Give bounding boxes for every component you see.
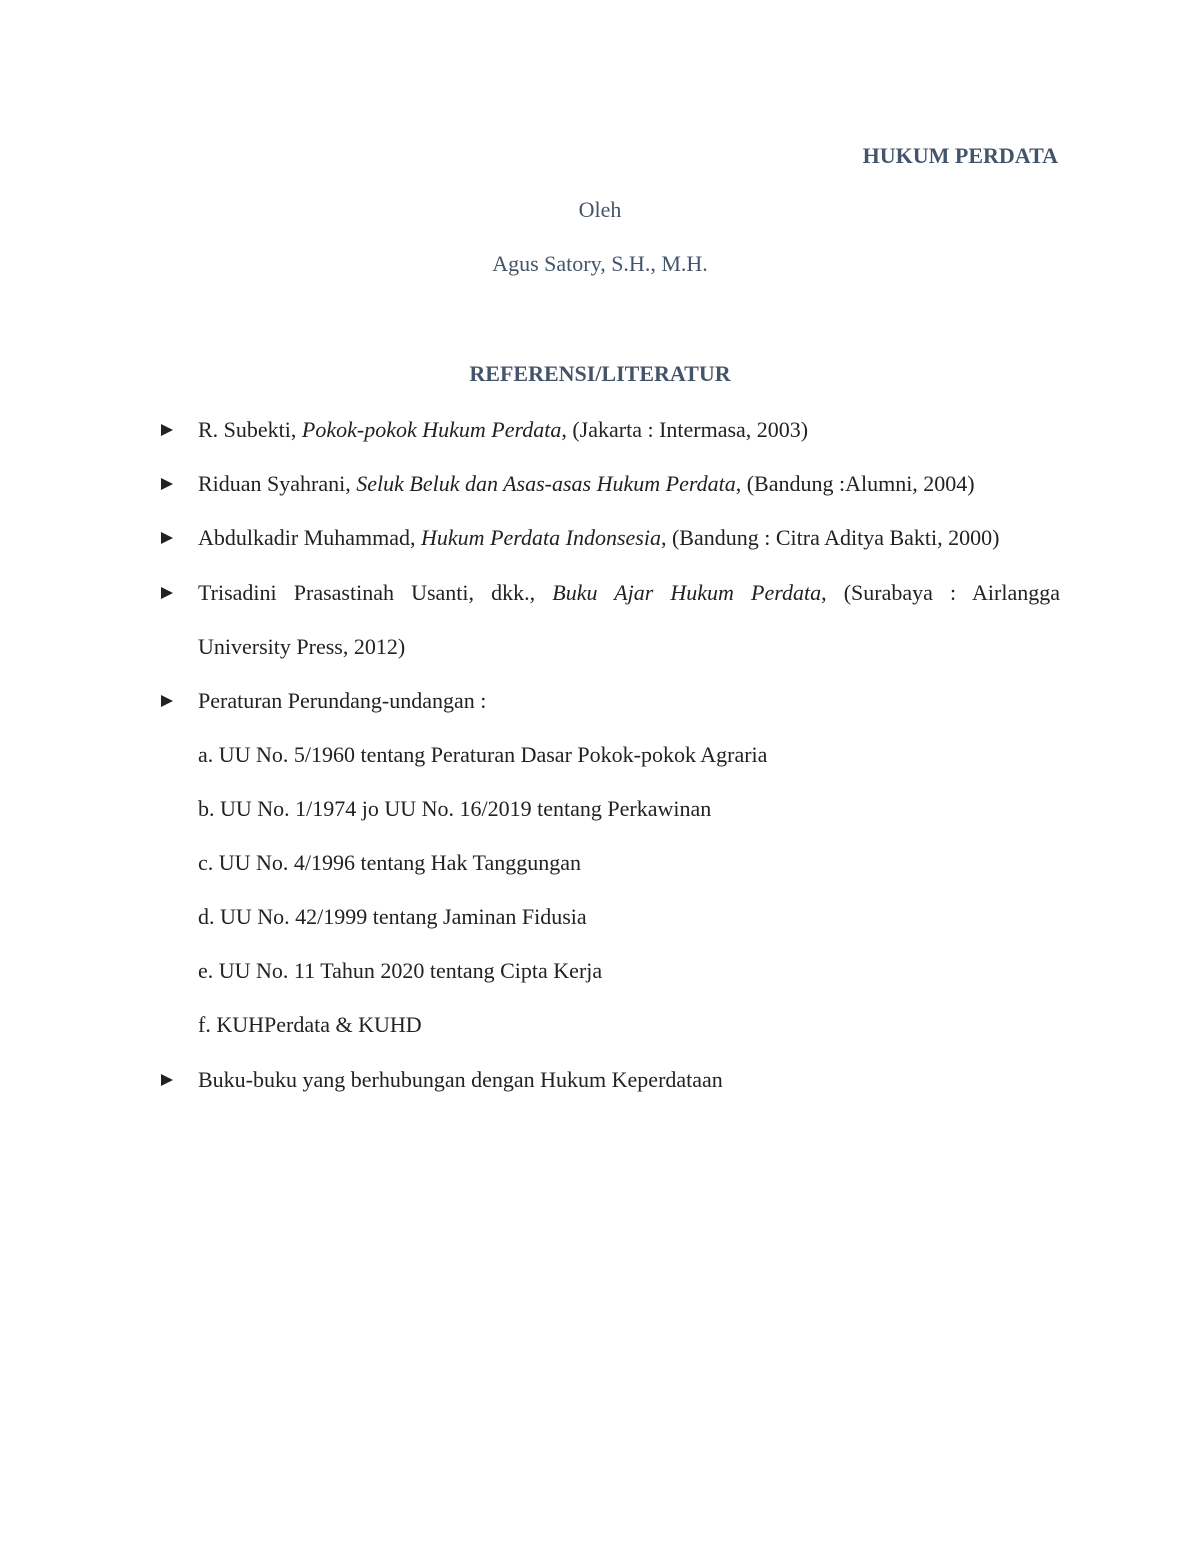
byline-label: Oleh <box>578 197 622 222</box>
regulation-item: e. UU No. 11 Tahun 2020 tentang Cipta Kerja <box>198 958 603 983</box>
regulation-item: b. UU No. 1/1974 jo UU No. 16/2019 tentang Perkawinan <box>198 796 712 821</box>
reference-item <box>198 578 1060 608</box>
reference-author: Riduan Syahrani, <box>198 471 357 496</box>
reference-item <box>198 469 975 499</box>
triangle-right-icon <box>160 578 176 608</box>
regulation-item: c. UU No. 4/1996 tentang Hak Tanggungan <box>198 850 581 875</box>
reference-publication: , (Surabaya : Airlangga <box>821 580 1060 605</box>
triangle-right-icon <box>160 415 176 445</box>
regulations-label: Peraturan Perundang-undangan : <box>198 688 487 713</box>
other-books-item: Buku-buku yang berhubungan dengan Hukum Keperdataan <box>198 1067 723 1092</box>
triangle-right-icon <box>160 523 176 553</box>
reference-title: Seluk Beluk dan Asas-asas Hukum Perdata <box>356 471 736 496</box>
regulation-item: a. UU No. 5/1960 tentang Peraturan Dasar Pokok-pokok Agraria <box>198 742 768 767</box>
reference-item <box>198 523 1000 553</box>
triangle-right-icon <box>160 686 176 716</box>
reference-title: Buku Ajar Hukum Perdata <box>552 580 822 605</box>
reference-title: Hukum Perdata Indonsesia <box>421 525 661 550</box>
reference-publication: , (Jakarta : Intermasa, 2003) <box>561 417 809 442</box>
reference-author: Abdulkadir Muhammad, <box>198 525 422 550</box>
reference-title: Pokok-pokok Hukum Perdata <box>301 417 562 442</box>
regulation-item: f. KUHPerdata & KUHD <box>198 1012 422 1037</box>
reference-publication: , (Bandung : Citra Aditya Bakti, 2000) <box>660 525 1000 550</box>
author-name: Agus Satory, S.H., M.H. <box>492 251 708 276</box>
triangle-right-icon <box>160 469 176 499</box>
reference-continuation: University Press, 2012) <box>198 634 406 659</box>
reference-item <box>198 415 808 445</box>
document-title: HUKUM PERDATA <box>862 143 1058 168</box>
reference-author: Trisadini Prasastinah Usanti, dkk., <box>198 580 553 605</box>
triangle-right-icon <box>160 1065 176 1095</box>
reference-author: R. Subekti, <box>198 417 302 442</box>
section-heading: REFERENSI/LITERATUR <box>469 361 731 386</box>
regulation-item: d. UU No. 42/1999 tentang Jaminan Fidusia <box>198 904 587 929</box>
reference-publication: , (Bandung :Alumni, 2004) <box>735 471 975 496</box>
